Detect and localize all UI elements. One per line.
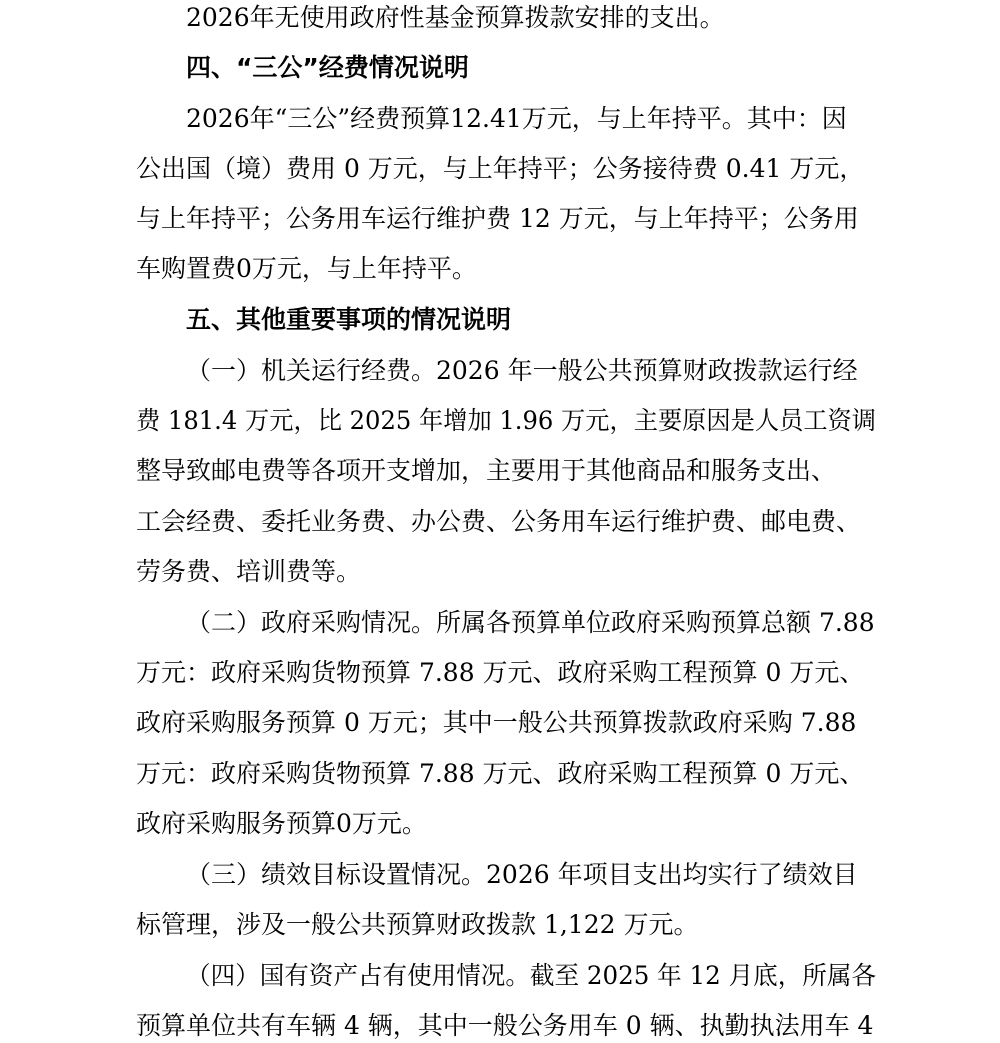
document-page: 2026年无使用政府性基金预算拨款安排的支出。 四、“三公”经费情况说明 2026年“三公”经费预算12.41万元，与上年持平。其中：因 公出国（境）费用 0 万元，与上年持平；公务接待费 0.41 万元， 与上年持平；公务用车运行维护费 12 万元，与上年持平；公务用 车购置费0万元，与上年持平。 五、其他重要事项的情况说明 （一）机关运行经费。2026 年一般公共预算财政拨款运行经 费 181.4 万元，比 2025 年增加 1.96 万元，主要原因是人员工资调 整导致邮电费等各项开支增加，主要用于其他商品和服务支出、 工会经费、委托业务费、办公费、公务用车运行维护费、邮电费、 劳务费、培训费等。 （二）政府采购情况。所属各预算单位政府采购预算总额 7.88 万元：政府采购货物预算 7.88 万元、政府采购工程预算 0 万元、 政府采购服务预算 0 万元；其中一般公共预算拨款政府采购 7.88 万元：政府采购货物预算 7.88 万元、政府采购工程预算 0 万元、 政府采购服务预算0万元。 （三）绩效目标设置情况。2026 年项目支出均实行了绩效目 标管理，涉及一般公共预算财政拨款 1,122 万元。 （四）国有资产占有使用情况。截至 2025 年 12 月底，所属各 预算单位共有车辆 4 辆，其中一般公务用车 0 辆、执勤执法用车 4: [0, 0, 1000, 1043]
